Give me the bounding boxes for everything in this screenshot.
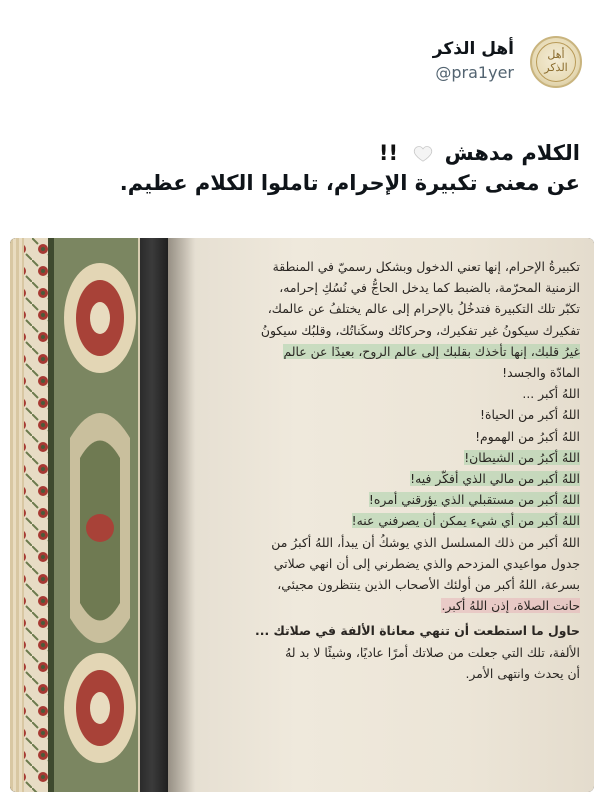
- book-line: [188, 510, 580, 531]
- attached-photo[interactable]: [10, 238, 594, 792]
- tweet-header: [22, 24, 582, 104]
- tweet-line-2: عن معنى تكبيرة الإحرام، تاملوا الكلام عظيم.: [119, 171, 580, 195]
- book-page: [168, 238, 594, 792]
- user-block: [433, 38, 514, 84]
- book-line: الزمنية المحرّمة، بالضبط كما يدخل الحاجُّ في نُسُكِ إحرامه،: [279, 280, 580, 296]
- book-line: أن يحدث وانتهى الأمر.: [465, 665, 580, 681]
- book-page-text: [188, 256, 580, 684]
- avatar[interactable]: [530, 36, 582, 88]
- white-heart-icon: [413, 144, 433, 162]
- book-line: [188, 489, 580, 510]
- book-line: اللهُ أكبر ...: [522, 386, 580, 402]
- highlighted-text: اللهُ أكبر من مالي الذي أفكّر فيه!: [410, 471, 580, 487]
- book-line: اللهُ أكبرُ من الهموم!: [475, 428, 580, 444]
- tweet-line-1-text: الكلام مدهش: [444, 141, 580, 165]
- highlighted-text: غيرُ قلبك، إنها تأخذك بقلبك إلى عالم الروح، بعيدًا عن عالم: [283, 343, 580, 359]
- book-line: اللهُ أكبر من ذلك المسلسل الذي يوشكُ أن يبدأ، اللهُ أكبرُ من: [271, 534, 580, 550]
- tweet-line-1-suffix: !!: [378, 141, 399, 165]
- highlighted-text: اللهُ أكبر من أي شيء يمكن أن يصرفني عنه!: [351, 513, 580, 529]
- display-name[interactable]: أهل الذكر: [432, 39, 514, 59]
- book-line: [188, 595, 580, 616]
- highlighted-text: اللهُ أكبر من مستقبلي الذي يؤرقني أمره!: [368, 492, 580, 508]
- book-line: الألفة، تلك التي جعلت من صلاتك أمرًا عاديًا، وشيئًا لا بد لهُ: [285, 644, 580, 660]
- highlighted-text: اللهُ أكبرُ من الشيطان!: [464, 449, 580, 465]
- book-line: تفكيرك سيكونُ غير تفكيرك، وحركاتُك وسكَناتُك، وقلبُك سيكونُ: [260, 322, 580, 338]
- tweet-text: [20, 138, 580, 198]
- book-line: [188, 447, 580, 468]
- book-heading-line: حاول ما استطعت أن تنهي معاناة الألفة في صلاتك ...: [255, 623, 580, 639]
- avatar-logo-text: أهل الذكر: [544, 48, 568, 74]
- book-spine: [140, 238, 170, 792]
- book-line: جدول مواعيدي المزدحم والذي يضطرني إلى أن انهي صلاتي: [273, 555, 580, 571]
- book-line: تكبّر تلك التكبيرة فتدخُلُ بالإحرام إلى عالم يختلفُ عن عالمك،: [267, 301, 580, 317]
- book-line: تكبيرةُ الإحرام، إنها تعني الدخول وبشكل رسميّ في المنطقة: [272, 259, 580, 274]
- highlighted-text: حانت الصلاة، إذن اللهُ أكبر.: [441, 598, 580, 614]
- book-line: اللهُ أكبر من الحياة!: [480, 407, 580, 423]
- book-line: بسرعة، اللهُ أكبر من أولئك الأصحاب الذين ينتظرون مجيئي،: [277, 577, 580, 593]
- book-line: المادّة والجسد!: [502, 365, 580, 381]
- book-line: [188, 341, 580, 362]
- tweet-line-1: [20, 138, 580, 168]
- prayer-rug-image: [10, 238, 150, 792]
- book-line: [188, 468, 580, 489]
- handle[interactable]: @pra1yer: [435, 63, 514, 82]
